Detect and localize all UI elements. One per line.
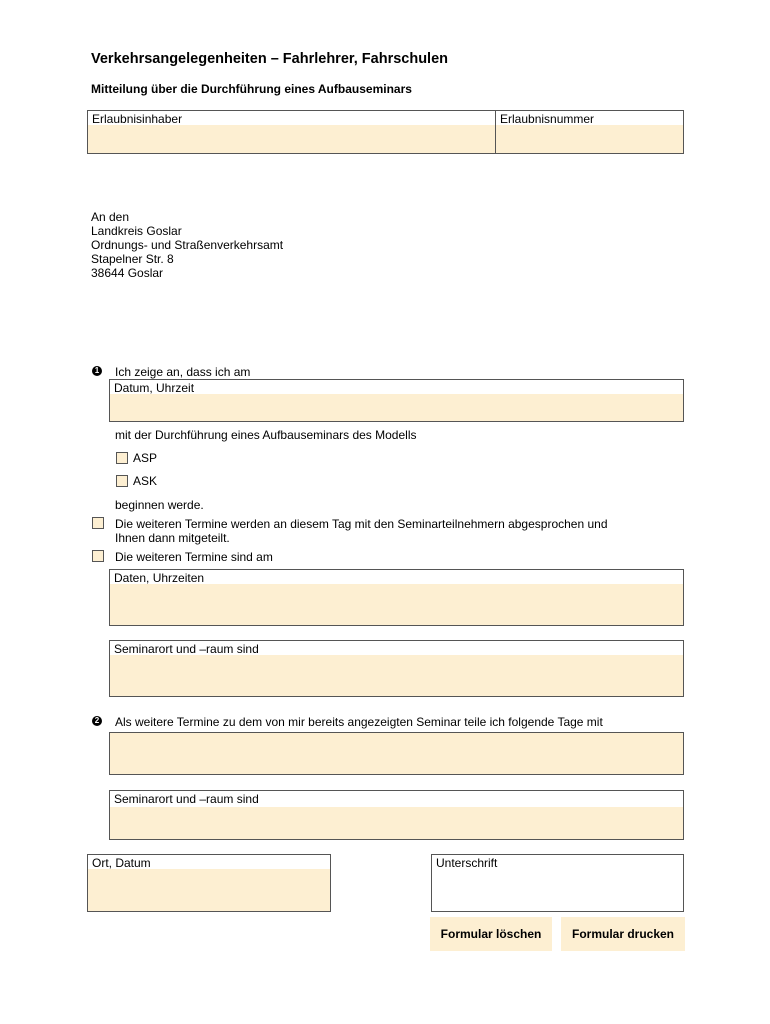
permit-number-field[interactable] bbox=[495, 110, 684, 154]
date-time-input[interactable] bbox=[110, 394, 683, 421]
seminar-location-label: Seminarort und –raum sind bbox=[114, 642, 259, 656]
begin-text: beginnen werde. bbox=[115, 498, 204, 512]
schedule-later-line: Ihnen dann mitgeteilt. bbox=[115, 531, 230, 545]
permit-holder-label: Erlaubnisinhaber bbox=[92, 112, 183, 126]
seminar-location-2-input[interactable] bbox=[110, 807, 683, 839]
signature-field[interactable] bbox=[431, 854, 684, 912]
permit-number-input[interactable] bbox=[496, 125, 683, 153]
place-date-field[interactable] bbox=[87, 854, 331, 912]
page-title: Verkehrsangelegenheiten – Fahrlehrer, Fahrschulen bbox=[91, 51, 448, 67]
page-subtitle: Mitteilung über die Durchführung eines Aufbauseminars bbox=[91, 82, 412, 96]
additional-dates-field[interactable] bbox=[109, 732, 684, 775]
address-line: Stapelner Str. 8 bbox=[91, 252, 174, 266]
address-line: An den bbox=[91, 210, 130, 224]
ask-label: ASK bbox=[133, 474, 158, 488]
address-line: Ordnungs- und Straßenverkehrsamt bbox=[91, 238, 284, 252]
ask-checkbox[interactable] bbox=[116, 475, 128, 487]
address-block bbox=[91, 210, 283, 280]
seminar-location-field[interactable] bbox=[109, 640, 684, 697]
print-form-button[interactable]: Formular drucken bbox=[561, 917, 685, 951]
date-time-label: Datum, Uhrzeit bbox=[114, 381, 195, 395]
seminar-location-input[interactable] bbox=[110, 655, 683, 696]
place-date-input[interactable] bbox=[88, 869, 330, 911]
schedule-fixed-text: Die weiteren Termine sind am bbox=[115, 550, 273, 564]
schedule-later-checkbox[interactable] bbox=[92, 517, 104, 529]
place-date-label: Ort, Datum bbox=[92, 856, 151, 870]
permit-holder-field[interactable] bbox=[87, 110, 496, 154]
seminar-location-2-field[interactable] bbox=[109, 790, 684, 840]
address-line: 38644 Goslar bbox=[91, 266, 164, 280]
schedule-later-line: Die weiteren Termine werden an diesem Tag mit den Seminarteilnehmern abgesprochen und bbox=[115, 517, 608, 531]
dates-times-input[interactable] bbox=[110, 584, 683, 625]
section-2-intro: Als weitere Termine zu dem von mir bereits angezeigten Seminar teile ich folgende Tage mit bbox=[115, 715, 603, 729]
permit-number-label: Erlaubnisnummer bbox=[500, 112, 595, 126]
section-2-marker: 2 bbox=[92, 716, 102, 726]
clear-form-button[interactable]: Formular löschen bbox=[430, 917, 552, 951]
asp-checkbox[interactable] bbox=[116, 452, 128, 464]
section-1-intro: Ich zeige an, dass ich am bbox=[115, 365, 251, 379]
date-time-field[interactable] bbox=[109, 379, 684, 422]
seminar-location-2-label: Seminarort und –raum sind bbox=[114, 792, 259, 806]
dates-times-label: Daten, Uhrzeiten bbox=[114, 571, 205, 585]
asp-label: ASP bbox=[133, 451, 158, 465]
dates-times-field[interactable] bbox=[109, 569, 684, 626]
section-1-marker: 1 bbox=[92, 366, 102, 376]
schedule-fixed-checkbox[interactable] bbox=[92, 550, 104, 562]
schedule-later-text bbox=[115, 517, 608, 545]
signature-label: Unterschrift bbox=[436, 856, 498, 870]
model-text: mit der Durchführung eines Aufbauseminars des Modells bbox=[115, 428, 417, 442]
additional-dates-input[interactable] bbox=[110, 733, 683, 774]
address-line: Landkreis Goslar bbox=[91, 224, 182, 238]
permit-holder-input[interactable] bbox=[88, 125, 495, 153]
